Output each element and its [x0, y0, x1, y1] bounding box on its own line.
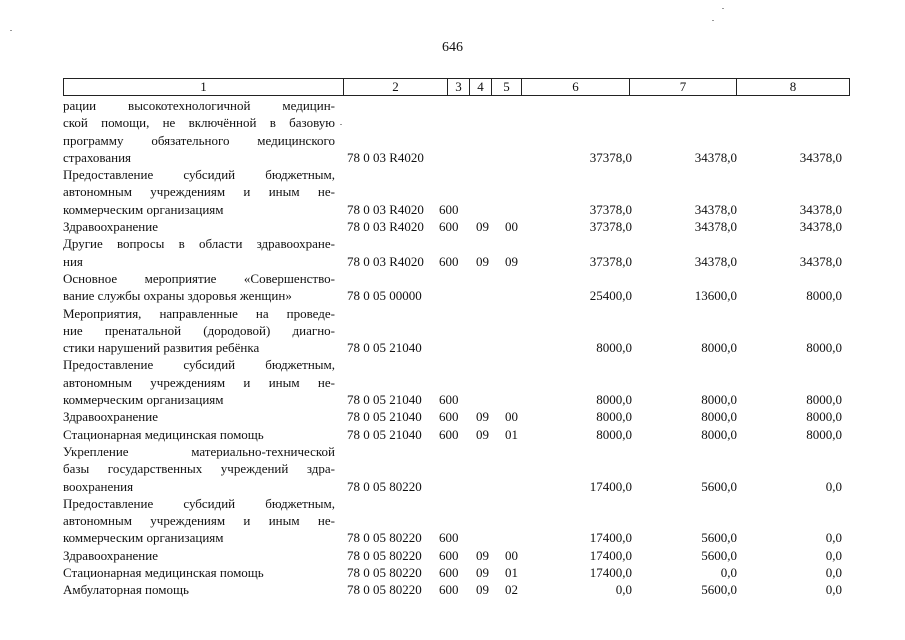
- row-name-line: Укрепление материально-технической: [63, 443, 335, 459]
- amount-col-7: 34378,0: [694, 253, 737, 269]
- amount-col-7: 34378,0: [694, 149, 737, 165]
- table-row: [63, 426, 853, 443]
- section-code: 09: [476, 582, 489, 598]
- target-article-code: 78 0 03 R4020: [347, 253, 424, 269]
- column-header-7: 7: [630, 79, 737, 96]
- row-name-line: Здравоохранение: [63, 409, 158, 425]
- row-name-line: программу обязательного медицинского: [63, 132, 335, 148]
- amount-col-8: 34378,0: [799, 149, 842, 165]
- expense-type-code: 600: [439, 530, 459, 546]
- amount-col-6: 37378,0: [589, 219, 632, 235]
- row-name-line: ской помощи, не включённой в базовую: [63, 115, 335, 131]
- table-row: [63, 218, 853, 235]
- target-article-code: 78 0 03 R4020: [347, 201, 424, 217]
- subsection-code: 09: [505, 253, 518, 269]
- budget-table-body: [63, 97, 853, 599]
- subsection-code: 00: [505, 547, 518, 563]
- row-name-line: ния: [63, 253, 83, 269]
- subsection-code: 00: [505, 409, 518, 425]
- target-article-code: 78 0 05 00000: [347, 288, 422, 304]
- row-name-line: Предоставление субсидий бюджетным,: [63, 167, 335, 183]
- amount-col-7: 0,0: [720, 565, 737, 581]
- table-row: [63, 305, 853, 357]
- section-code: 09: [476, 219, 489, 235]
- section-code: 09: [476, 426, 489, 442]
- row-name: [63, 581, 335, 598]
- row-name: [63, 408, 335, 425]
- expense-type-code: 600: [439, 547, 459, 563]
- row-name-line: вание службы охраны здоровья женщин»: [63, 288, 292, 304]
- row-name-line: автономным учреждениям и иным не-: [63, 184, 335, 200]
- row-name-line: Амбулаторная помощь: [63, 582, 189, 598]
- amount-col-7: 34378,0: [694, 201, 737, 217]
- scan-speck: [712, 20, 714, 21]
- row-name-line: коммерческим организациям: [63, 530, 224, 546]
- row-name-line: Здравоохранение: [63, 547, 158, 563]
- amount-col-8: 8000,0: [806, 288, 842, 304]
- amount-col-7: 5600,0: [701, 582, 737, 598]
- table-row: [63, 408, 853, 425]
- expense-type-code: 600: [439, 565, 459, 581]
- expense-type-code: 600: [439, 409, 459, 425]
- expense-type-code: 600: [439, 426, 459, 442]
- table-row: [63, 166, 853, 218]
- column-header-3: 3: [448, 79, 470, 96]
- amount-col-6: 8000,0: [596, 426, 632, 442]
- section-code: 09: [476, 253, 489, 269]
- row-name-line: воохранения: [63, 478, 134, 494]
- amount-col-6: 8000,0: [596, 340, 632, 356]
- amount-col-8: 0,0: [825, 478, 842, 494]
- row-name-line: автономным учреждениям и иным не-: [63, 374, 335, 390]
- column-header-1: 1: [64, 79, 344, 96]
- row-name: [63, 564, 335, 581]
- subsection-code: 02: [505, 582, 518, 598]
- amount-col-7: 13600,0: [694, 288, 737, 304]
- row-name: [63, 495, 335, 547]
- row-name-line: Предоставление субсидий бюджетным,: [63, 357, 335, 373]
- target-article-code: 78 0 05 80220: [347, 530, 422, 546]
- amount-col-7: 8000,0: [701, 392, 737, 408]
- amount-col-7: 8000,0: [701, 340, 737, 356]
- target-article-code: 78 0 05 21040: [347, 409, 422, 425]
- row-name-line: Предоставление субсидий бюджетным,: [63, 495, 335, 511]
- row-name-line: Стационарная медицинская помощь: [63, 565, 264, 581]
- amount-col-7: 5600,0: [701, 478, 737, 494]
- amount-col-6: 25400,0: [589, 288, 632, 304]
- row-name: [63, 218, 335, 235]
- row-name: [63, 166, 335, 218]
- table-row: [63, 235, 853, 270]
- row-name-line: Стационарная медицинская помощь: [63, 426, 264, 442]
- amount-col-7: 8000,0: [701, 426, 737, 442]
- column-header-4: 4: [470, 79, 492, 96]
- target-article-code: 78 0 05 80220: [347, 547, 422, 563]
- row-name: [63, 547, 335, 564]
- table-row: [63, 443, 853, 495]
- subsection-code: 00: [505, 219, 518, 235]
- target-article-code: 78 0 05 80220: [347, 582, 422, 598]
- amount-col-8: 0,0: [825, 547, 842, 563]
- row-name: [63, 426, 335, 443]
- amount-col-6: 17400,0: [589, 530, 632, 546]
- amount-col-8: 8000,0: [806, 340, 842, 356]
- table-row: [63, 564, 853, 581]
- amount-col-8: 34378,0: [799, 201, 842, 217]
- target-article-code: 78 0 05 21040: [347, 392, 422, 408]
- table-row: [63, 581, 853, 598]
- column-header-8: 8: [737, 79, 850, 96]
- amount-col-8: 0,0: [825, 582, 842, 598]
- table-row: [63, 97, 853, 166]
- amount-col-6: 17400,0: [589, 565, 632, 581]
- column-header-row: [64, 79, 850, 96]
- amount-col-8: 8000,0: [806, 392, 842, 408]
- section-code: 09: [476, 409, 489, 425]
- table-row: [63, 270, 853, 305]
- row-name: [63, 443, 335, 495]
- target-article-code: 78 0 05 80220: [347, 565, 422, 581]
- amount-col-8: 34378,0: [799, 253, 842, 269]
- amount-col-6: 17400,0: [589, 547, 632, 563]
- expense-type-code: 600: [439, 582, 459, 598]
- row-name-line: страхования: [63, 149, 132, 165]
- row-name: [63, 356, 335, 408]
- subsection-code: 01: [505, 565, 518, 581]
- expense-type-code: 600: [439, 253, 459, 269]
- amount-col-8: 0,0: [825, 530, 842, 546]
- row-name: [63, 97, 335, 166]
- amount-col-6: 0,0: [615, 582, 632, 598]
- subsection-code: 01: [505, 426, 518, 442]
- row-name: [63, 305, 335, 357]
- column-header-5: 5: [492, 79, 522, 96]
- amount-col-6: 37378,0: [589, 149, 632, 165]
- row-name-line: ние пренатальной (дородовой) диагно-: [63, 322, 335, 338]
- amount-col-6: 8000,0: [596, 409, 632, 425]
- amount-col-8: 8000,0: [806, 409, 842, 425]
- row-name-line: Мероприятия, направленные на проведе-: [63, 305, 335, 321]
- row-name-line: стики нарушений развития ребёнка: [63, 340, 260, 356]
- row-name-line: коммерческим организациям: [63, 392, 224, 408]
- target-article-code: 78 0 05 80220: [347, 478, 422, 494]
- expense-type-code: 600: [439, 201, 459, 217]
- column-header-table: [63, 78, 850, 96]
- row-name-line: Другие вопросы в области здравоохране-: [63, 236, 335, 252]
- target-article-code: 78 0 05 21040: [347, 426, 422, 442]
- expense-type-code: 600: [439, 392, 459, 408]
- table-row: [63, 495, 853, 547]
- amount-col-6: 8000,0: [596, 392, 632, 408]
- table-row: [63, 356, 853, 408]
- row-name: [63, 235, 335, 270]
- target-article-code: 78 0 03 R4020: [347, 219, 424, 235]
- amount-col-7: 5600,0: [701, 547, 737, 563]
- row-name-line: Основное мероприятие «Совершенство-: [63, 270, 335, 286]
- row-name-line: Здравоохранение: [63, 219, 158, 235]
- target-article-code: 78 0 03 R4020: [347, 149, 424, 165]
- section-code: 09: [476, 565, 489, 581]
- amount-col-6: 17400,0: [589, 478, 632, 494]
- row-name-line: коммерческим организациям: [63, 201, 224, 217]
- scan-speck: [340, 124, 342, 125]
- page-number: 646: [442, 40, 463, 55]
- scan-speck: [10, 30, 12, 31]
- amount-col-6: 37378,0: [589, 201, 632, 217]
- amount-col-7: 34378,0: [694, 219, 737, 235]
- scan-speck: [722, 8, 724, 9]
- target-article-code: 78 0 05 21040: [347, 340, 422, 356]
- amount-col-7: 5600,0: [701, 530, 737, 546]
- section-code: 09: [476, 547, 489, 563]
- row-name-line: базы государственных учреждений здра-: [63, 461, 335, 477]
- amount-col-8: 0,0: [825, 565, 842, 581]
- row-name-line: рации высокотехнологичной медицин-: [63, 98, 335, 113]
- row-name: [63, 270, 335, 305]
- amount-col-7: 8000,0: [701, 409, 737, 425]
- column-header-2: 2: [344, 79, 448, 96]
- amount-col-8: 8000,0: [806, 426, 842, 442]
- column-header-6: 6: [522, 79, 630, 96]
- table-row: [63, 547, 853, 564]
- amount-col-8: 34378,0: [799, 219, 842, 235]
- row-name-line: автономным учреждениям и иным не-: [63, 513, 335, 529]
- amount-col-6: 37378,0: [589, 253, 632, 269]
- expense-type-code: 600: [439, 219, 459, 235]
